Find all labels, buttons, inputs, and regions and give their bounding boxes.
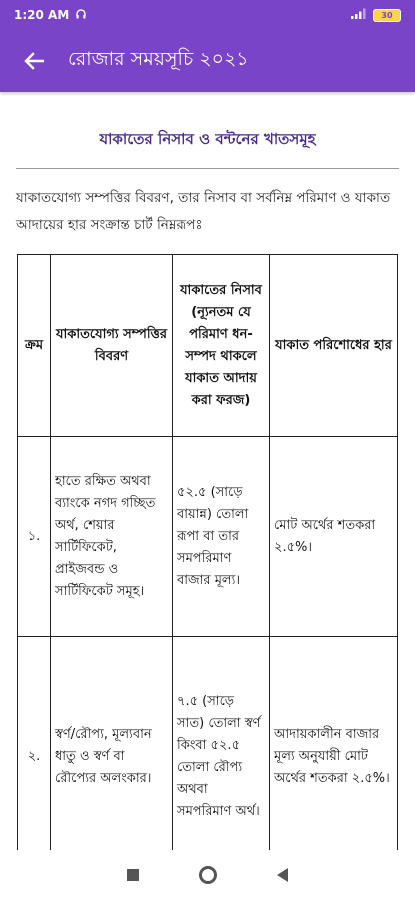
home-button[interactable]	[199, 866, 217, 884]
cell-rate: মোট অর্থের শতকরা ২.৫%।	[270, 437, 398, 637]
cell-asset: স্বর্ণ/রৌপ্য, মূল্যবান ধাতু ও স্বর্ণ বা রৌপ্যের অলংকার।	[51, 637, 173, 851]
app-bar	[0, 30, 415, 92]
headset-icon	[75, 8, 87, 23]
system-nav-bar	[0, 850, 415, 900]
table-row	[18, 437, 398, 637]
cell-serial: ১.	[18, 437, 51, 637]
header-serial: ক্রম	[18, 255, 51, 437]
table-header-row	[18, 255, 398, 437]
back-nav-button[interactable]	[277, 868, 288, 882]
cell-serial: ২.	[18, 637, 51, 851]
header-asset: যাকাতযোগ্য সম্পত্তির বিবরণ	[51, 255, 173, 437]
cell-nisab: ৭.৫ (সাড়ে সাত) তোলা স্বর্ণ কিংবা ৫২.৫ তোলা রৌপ্য অথবা সমপরিমাণ অর্থ।	[173, 637, 270, 851]
page-title: রোজার সময়সূচি ২০২১	[68, 48, 249, 70]
cell-asset: হাতে রক্ষিত অথবা ব্যাংকে নগদ গচ্ছিত অর্থ, শেয়ার সার্টিফিকেট, প্রাইজবন্ড ও সার্টিফিকেট সমূহ।	[51, 437, 173, 637]
arrow-left-icon	[24, 52, 44, 70]
table-row	[18, 637, 398, 851]
status-bar	[0, 0, 415, 30]
status-time: 1:20 AM	[14, 8, 70, 22]
section-title: যাকাতের নিসাব ও বন্টনের খাতসমূহ	[99, 130, 316, 148]
header-rate: যাকাত পরিশোধের হার	[270, 255, 398, 437]
header-nisab: যাকাতের নিসাব (ন্যূনতম যে পরিমাণ ধন-সম্পদ থাকলে যাকাত আদায় করা ফরজ)	[173, 255, 270, 437]
cell-rate: আদায়কালীন বাজার মূল্য অনুযায়ী মোট অর্থের শতকরা ২.৫%।	[270, 637, 398, 851]
signal-icon	[351, 8, 367, 22]
zakat-table	[17, 254, 398, 850]
battery-icon: 30	[373, 9, 401, 22]
recents-button[interactable]	[127, 869, 139, 881]
article-content[interactable]	[0, 92, 415, 850]
divider	[16, 168, 399, 169]
intro-paragraph: যাকাতযোগ্য সম্পত্তির বিবরণ, তার নিসাব বা সর্বনিম্ন পরিমাণ ও যাকাত আদায়ের হার সংক্রান্ত চার্ট নিম্নরূপঃ	[16, 190, 391, 233]
back-button[interactable]	[0, 30, 68, 92]
cell-nisab: ৫২.৫ (সাড়ে বায়ান্ন) তোলা রূপা বা তার সমপরিমাণ বাজার মূল্য।	[173, 437, 270, 637]
